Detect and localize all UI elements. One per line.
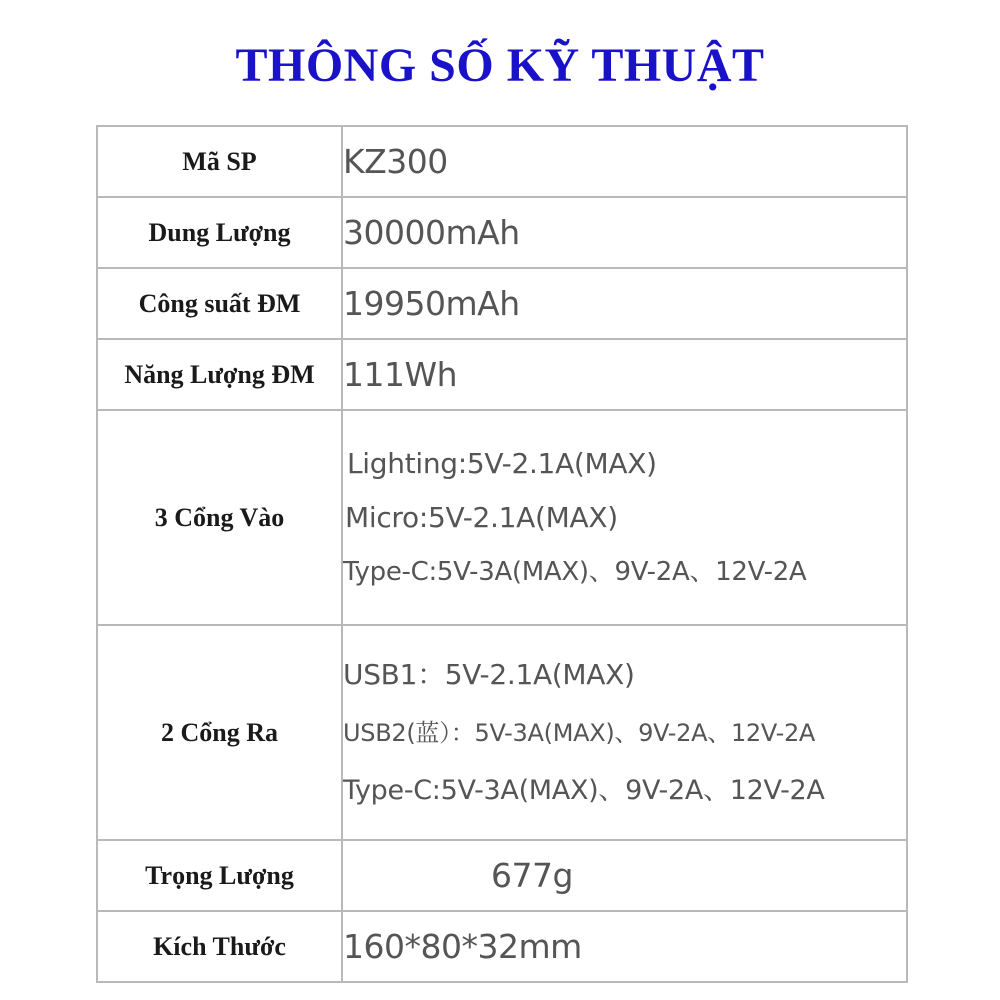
row-value: 677g bbox=[342, 840, 907, 911]
spec-table bbox=[96, 125, 908, 983]
page-title: THÔNG SỐ KỸ THUẬT bbox=[235, 39, 765, 92]
row-label: Mã SP bbox=[97, 126, 342, 197]
table-row-rated-energy bbox=[97, 339, 907, 410]
row-label: Kích Thước bbox=[97, 911, 342, 982]
table-row-outputs bbox=[97, 625, 907, 840]
input-line: Micro:5V-2.1A(MAX) bbox=[345, 500, 618, 534]
output-line: USB1：5V-2.1A(MAX) bbox=[343, 657, 635, 691]
row-value-lines bbox=[342, 625, 907, 840]
row-value: 111Wh bbox=[342, 339, 907, 410]
row-value: 19950mAh bbox=[342, 268, 907, 339]
row-label: Trọng Lượng bbox=[97, 840, 342, 911]
row-value: KZ300 bbox=[342, 126, 907, 197]
table-row-weight bbox=[97, 840, 907, 911]
table-row-dimensions bbox=[97, 911, 907, 982]
row-label: 3 Cổng Vào bbox=[97, 410, 342, 625]
row-value: 30000mAh bbox=[342, 197, 907, 268]
output-line: USB2(蓝）：5V-3A(MAX)、9V-2A、12V-2A bbox=[343, 718, 816, 747]
row-label: Dung Lượng bbox=[97, 197, 342, 268]
table-row-capacity bbox=[97, 197, 907, 268]
row-value: 160*80*32mm bbox=[342, 911, 907, 982]
row-label: 2 Cổng Ra bbox=[97, 625, 342, 840]
row-label: Công suất ĐM bbox=[97, 268, 342, 339]
input-line: Type-C:5V-3A(MAX)、9V-2A、12V-2A bbox=[343, 556, 807, 587]
table-row-product-code bbox=[97, 126, 907, 197]
input-line: Lighting:5V-2.1A(MAX) bbox=[347, 446, 657, 480]
table-row-rated-capacity bbox=[97, 268, 907, 339]
table-row-inputs bbox=[97, 410, 907, 625]
row-value-lines bbox=[342, 410, 907, 625]
output-line: Type-C:5V-3A(MAX)、9V-2A、12V-2A bbox=[343, 774, 825, 806]
row-label: Năng Lượng ĐM bbox=[97, 339, 342, 410]
